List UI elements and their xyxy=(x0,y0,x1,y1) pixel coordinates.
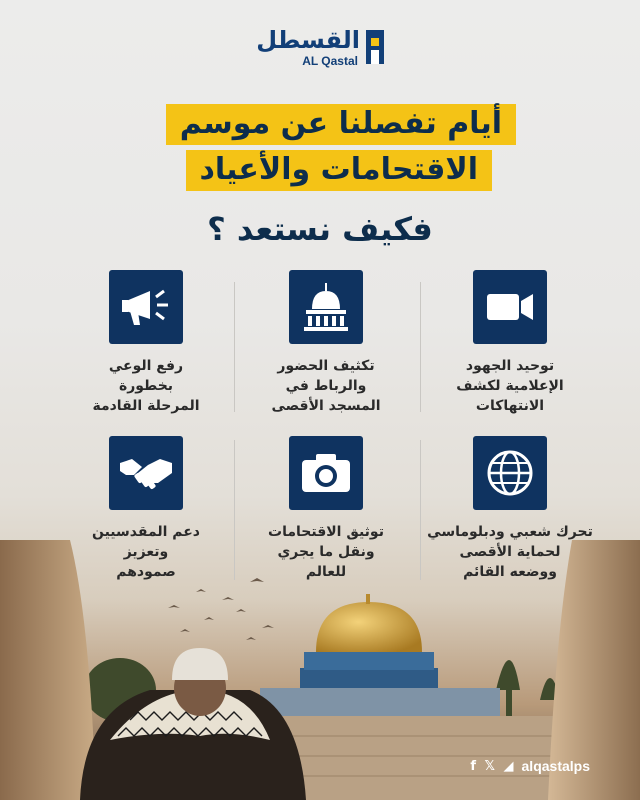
item-text-line: الانتهاكات xyxy=(475,398,545,414)
camera-icon xyxy=(289,436,363,510)
brand-name-arabic: القسطل xyxy=(256,26,360,54)
item-presence-ribat xyxy=(236,270,416,416)
brand-logo xyxy=(256,26,384,72)
headline-line-1: أيام تفصلنا عن موسم xyxy=(166,104,516,145)
megaphone-icon xyxy=(109,270,183,344)
item-text-line: رفع الوعي xyxy=(108,358,184,374)
social-icons[interactable]: f 𝕏 ◢ xyxy=(470,758,516,774)
social-footer xyxy=(470,758,590,774)
item-text-line: تحرك شعبي ودبلوماسي xyxy=(427,524,593,540)
item-text-line: وتعزيز xyxy=(123,544,169,560)
item-text-line: لحماية الأقصى xyxy=(459,544,561,560)
item-text-line: ووضعه القائم xyxy=(463,564,557,580)
item-text-line: ونقل ما يجري xyxy=(277,544,375,560)
mosque-dome-icon xyxy=(289,270,363,344)
handshake-icon xyxy=(109,436,183,510)
globe-icon xyxy=(473,436,547,510)
brand-mark-icon xyxy=(366,30,384,64)
headline-line-2: الاقتحامات والأعياد xyxy=(186,150,493,191)
item-text-line: الإعلامية لكشف xyxy=(456,378,564,394)
item-text-line: بخطورة xyxy=(118,378,174,394)
item-text-line: توثيق الاقتحامات xyxy=(268,524,384,540)
item-text-line: المرحلة القادمة xyxy=(92,398,200,414)
item-text-line: دعم المقدسيين xyxy=(91,524,200,540)
item-text-line: المسجد الأقصى xyxy=(271,398,381,414)
item-raise-awareness xyxy=(56,270,236,416)
video-camera-icon xyxy=(473,270,547,344)
item-media-unity xyxy=(420,270,600,416)
item-text-line: للعالم xyxy=(305,564,347,580)
item-text-line: صمودهم xyxy=(116,564,176,580)
item-text-line: والرباط في xyxy=(285,378,367,394)
social-handle[interactable]: alqastalps xyxy=(521,758,590,774)
brand-name-english: AL Qastal xyxy=(302,54,358,68)
item-text-line: تكثيف الحضور xyxy=(277,358,375,374)
item-text-line: توحيد الجهود xyxy=(465,358,555,374)
subtitle: فكيف نستعد ؟ xyxy=(207,210,433,248)
